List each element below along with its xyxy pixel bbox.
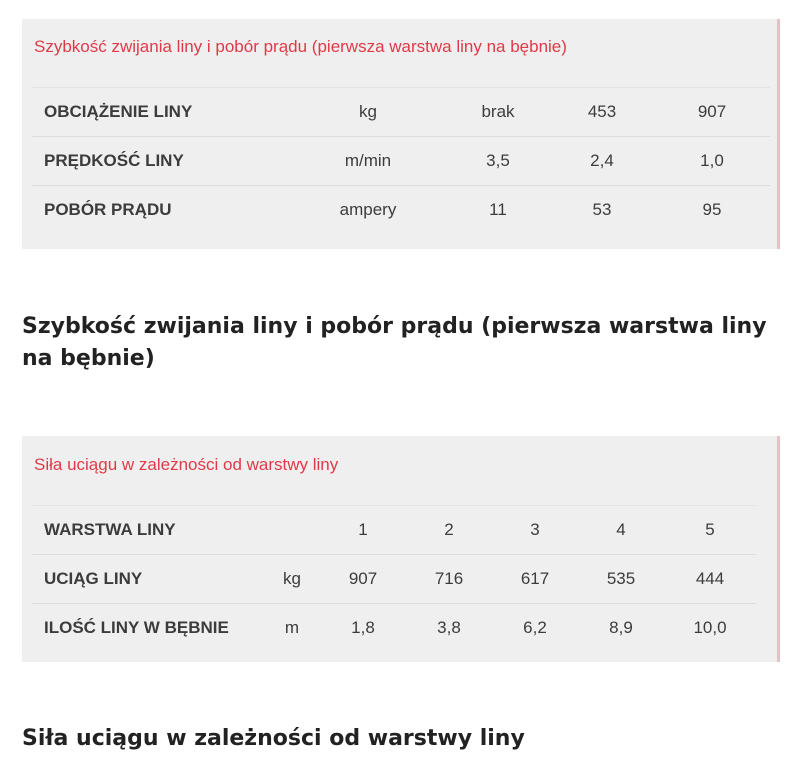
- table-row: [32, 88, 770, 137]
- row-unit: ampery: [290, 186, 446, 235]
- row-label: UCIĄG LINY: [32, 555, 264, 604]
- table-row: [32, 137, 770, 186]
- row-unit: m/min: [290, 137, 446, 186]
- cell-value: 535: [578, 555, 664, 604]
- pull-force-table-title: Siła uciągu w zależności od warstwy liny: [34, 455, 339, 474]
- cell-value: 5: [664, 506, 756, 555]
- cell-value: 3,8: [406, 604, 492, 653]
- row-label: OBCIĄŻENIE LINY: [32, 88, 290, 137]
- speed-current-table: [32, 87, 770, 234]
- cell-value: 1: [320, 506, 406, 555]
- row-unit: [264, 506, 320, 555]
- speed-current-table-title: Szybkość zwijania liny i pobór prądu (pierwsza warstwa liny na bębnie): [34, 37, 567, 56]
- cell-value: 4: [578, 506, 664, 555]
- cell-value: 3,5: [446, 137, 550, 186]
- cell-value: 53: [550, 186, 654, 235]
- cell-value: 8,9: [578, 604, 664, 653]
- cell-value: brak: [446, 88, 550, 137]
- row-label: ILOŚĆ LINY W BĘBNIE: [32, 604, 264, 653]
- cell-value: 453: [550, 88, 654, 137]
- speed-current-table-panel: [22, 19, 780, 249]
- row-unit: kg: [264, 555, 320, 604]
- cell-value: 2,4: [550, 137, 654, 186]
- table-row: [32, 604, 756, 653]
- pull-force-heading: Siła uciągu w zależności od warstwy liny: [22, 726, 525, 751]
- row-label: WARSTWA LINY: [32, 506, 264, 555]
- row-label: PRĘDKOŚĆ LINY: [32, 137, 290, 186]
- cell-value: 11: [446, 186, 550, 235]
- pull-force-table: [32, 505, 756, 652]
- cell-value: 95: [654, 186, 770, 235]
- cell-value: 907: [320, 555, 406, 604]
- cell-value: 6,2: [492, 604, 578, 653]
- cell-value: 716: [406, 555, 492, 604]
- row-unit: kg: [290, 88, 446, 137]
- cell-value: 907: [654, 88, 770, 137]
- table-row: [32, 506, 756, 555]
- row-label: POBÓR PRĄDU: [32, 186, 290, 235]
- cell-value: 2: [406, 506, 492, 555]
- pull-force-table-panel: [22, 436, 780, 662]
- cell-value: 444: [664, 555, 756, 604]
- cell-value: 617: [492, 555, 578, 604]
- cell-value: 10,0: [664, 604, 756, 653]
- speed-current-heading: Szybkość zwijania liny i pobór prądu (pierwsza warstwa liny na bębnie): [22, 314, 767, 371]
- cell-value: 1,0: [654, 137, 770, 186]
- row-unit: m: [264, 604, 320, 653]
- table-row: [32, 186, 770, 235]
- cell-value: 3: [492, 506, 578, 555]
- table-row: [32, 555, 756, 604]
- cell-value: 1,8: [320, 604, 406, 653]
